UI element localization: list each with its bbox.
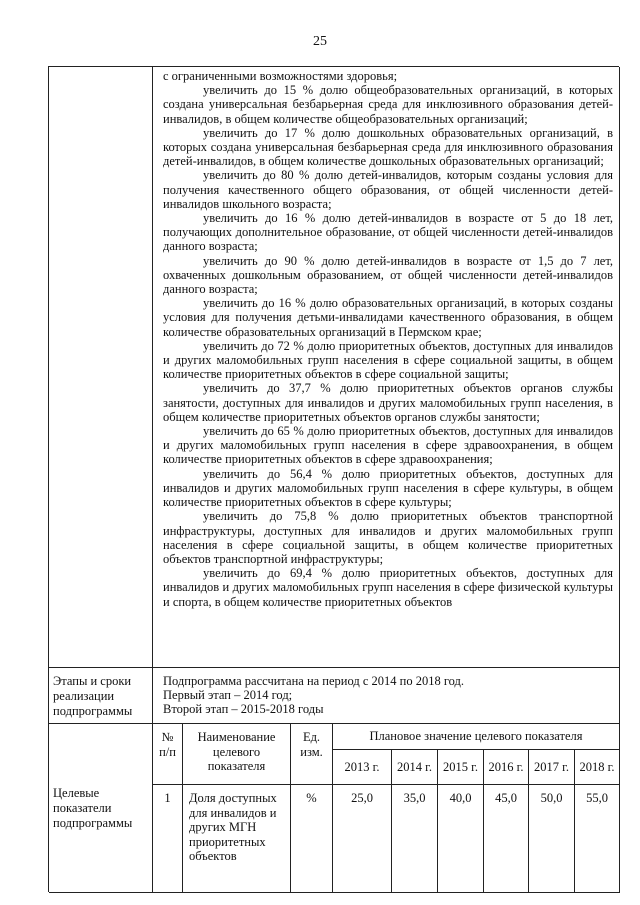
row-num: 1 — [153, 785, 183, 893]
goals-paragraph: с ограниченными возможностями здоровья; — [163, 69, 398, 83]
goals-paragraph: увеличить до 37,7 % долю приоритетных объектов органов службы занятости, доступных для инвалидов и других маломобильных групп населения, в общем количестве приоритетных объектов органов службы занятости; — [163, 381, 613, 424]
header-year: 2018 г. — [575, 750, 620, 785]
header-name: Наименование целевого показателя — [183, 724, 291, 785]
indicators-row — [49, 724, 620, 893]
header-year: 2017 г. — [529, 750, 575, 785]
passport-table — [48, 66, 619, 892]
stages-line: Второй этап – 2015-2018 годы — [163, 702, 324, 717]
stages-row — [49, 668, 620, 724]
goals-row — [49, 67, 620, 668]
page-number: 25 — [313, 34, 327, 49]
goals-paragraph: увеличить до 16 % долю детей-инвалидов в возрасте от 5 до 18 лет, получающих дополнительное образование, от общей численности детей-инвалидов данного возраста; — [163, 211, 613, 254]
row-value: 55,0 — [575, 785, 620, 893]
row-unit: % — [291, 785, 333, 893]
row-value: 40,0 — [438, 785, 484, 893]
goals-paragraph: увеличить до 17 % долю дошкольных образовательных организаций, в которых создана универсальная безбарьерная среда для инклюзивного образования детей-инвалидов, в общем количестве дошкольных образовательных организаций; — [163, 125, 613, 169]
row-value: 45,0 — [484, 785, 529, 893]
goals-paragraph: увеличить до 65 % долю приоритетных объектов, доступных для инвалидов и других маломобильных групп населения в сфере здравоохранения, в общем количестве приоритетных объектов в сфере здравоохранения; — [163, 424, 613, 467]
header-year: 2015 г. — [438, 750, 484, 785]
goals-paragraph: увеличить до 80 % долю детей-инвалидов, которым созданы условия для получения качественного общего образования, от общей численности детей-инвалидов школьного возраста; — [163, 168, 613, 211]
header-planned: Плановое значение целевого показателя — [333, 724, 620, 750]
goals-paragraph: увеличить до 56,4 % долю приоритетных объектов, доступных для инвалидов и других маломобильных групп населения в сфере культуры, в общем количестве приоритетных объектов в сфере культуры; — [163, 466, 613, 510]
goals-label-cell — [49, 67, 153, 667]
row-name: Доля доступных для инвалидов и других МГН приоритетных объектов — [183, 785, 291, 893]
goals-paragraph: увеличить до 15 % долю общеобразовательных организаций, в которых создана универсальная безбарьерная среда для инклюзивного образования детей-инвалидов, в общем количестве общеобразовательных организаций; — [163, 83, 613, 126]
stages-line: Первый этап – 2014 год; — [163, 688, 293, 703]
row-value: 25,0 — [333, 785, 392, 893]
row-value: 35,0 — [392, 785, 438, 893]
row-value: 50,0 — [529, 785, 575, 893]
goals-text-cell — [153, 67, 620, 667]
indicators-label-text: Целевые показатели подпрограммы — [53, 785, 133, 830]
stages-label: Этапы и сроки реализации подпрограммы — [49, 668, 153, 723]
goals-paragraph: увеличить до 72 % долю приоритетных объектов, доступных для инвалидов и других маломобильных групп населения в сфере социальной защиты, в общем количестве приоритетных объектов в сфере социальной защиты; — [163, 338, 613, 382]
header-year: 2016 г. — [484, 750, 529, 785]
header-year: 2013 г. — [333, 750, 392, 785]
indicators-table — [153, 724, 620, 892]
header-year: 2014 г. — [392, 750, 438, 785]
stages-line: Подпрограмма рассчитана на период с 2014 по 2018 год. — [163, 674, 465, 688]
goals-paragraph: увеличить до 69,4 % долю приоритетных объектов, доступных для инвалидов и других маломобильных групп населения в сфере физической культуры и спорта, в общем количестве приоритетных объектов — [163, 566, 613, 609]
header-num: № п/п — [153, 724, 183, 785]
stages-text-cell — [153, 668, 620, 723]
indicators-label — [49, 724, 153, 892]
goals-paragraph: увеличить до 75,8 % долю приоритетных объектов транспортной инфраструктуры, доступных для инвалидов и других маломобильных групп населения в сфере социальной защиты, в общем количестве приоритетных объектов транспортной инфраструктуры; — [163, 509, 613, 566]
header-unit: Ед. изм. — [291, 724, 333, 785]
goals-paragraph: увеличить до 16 % долю образовательных организаций, в которых созданы условия для получения детьми-инвалидами качественного образования, в общем количестве образовательных организаций в Пермском крае; — [163, 296, 613, 339]
goals-paragraph: увеличить до 90 % долю детей-инвалидов в возрасте от 1,5 до 7 лет, охваченных дошкольным образованием, от общей численности детей-инвалидов данного возраста; — [163, 253, 613, 297]
